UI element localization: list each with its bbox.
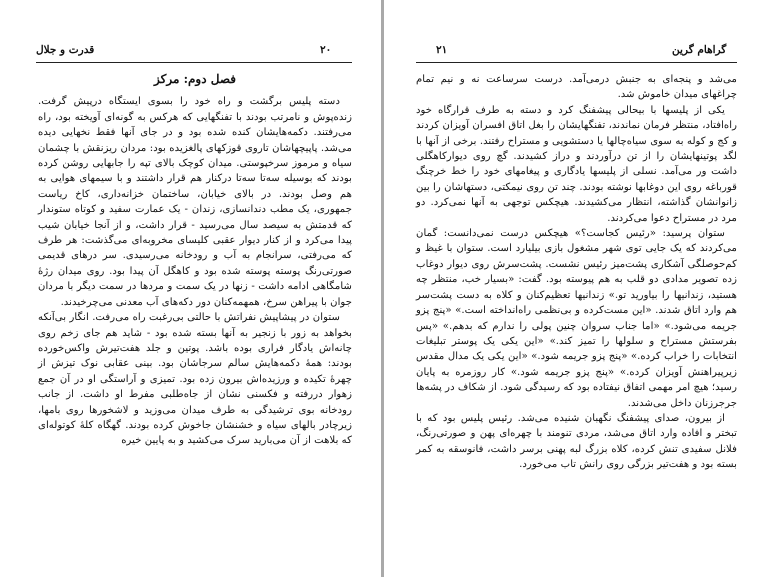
left-paragraph-1: دسته پلیس برگشت و راه خود را بسوی ایستگاه درپیش گرفت. زنده‌پوش و نامرتب بودند با تفنگهایی که هرکس به گونه‌ای آویخته بود، راه می‌رفتند. دکمه‌هایشان کنده شده بود و در جای آنها فقط نخهایی دیده می‌شد. پاپیچهاشان تاروی قوزکهای پالغزیده بود: مردان ریزنقش با چشمان سیاه و مرموز سرخپوستی. میدان کوچک بالای تپه را جابهایی روشن کرده بودند که بوسیله سه‌تا سه‌تا درکنار هم قرار داشتند و با سیمهای هوایی به هم وصل بودند. در بالای خیابان، ساختمان خزانه‌داری، کاخ ریاست جمهوری، یک مطب دندانسازی، زندان - یک عمارت سفید و کوتاه ستوندار که قدمتش به سیصد سال می‌رسید - قرار داشت، و از آنجا خیابان شیب پیدا می‌کرد و از کنار دیوار عقبی کلیسای مخروبه‌ای می‌گذشت: هر طرف که می‌رفتی، سرانجام به آب و رودخانه می‌رسیدی. سر درهای قدیمی صورتی‌رنگ پوسته پوسته شده بود و کاهگل آن پیدا بود. روی میدان رژهٔ شامگاهی ادامه داشت - زنها در یک سمت و مردها در سمت دیگر با مردان جوان با پیراهن سرخ، همهمه‌کنان دور دکه‌های آب معدنی می‌چرخیدند. bbox=[38, 96, 352, 308]
left-running-title: قدرت و جلال bbox=[36, 44, 95, 56]
chapter-title: فصل دوم: مرکز bbox=[154, 72, 236, 86]
right-running-title: گراهام گرین bbox=[672, 44, 727, 56]
right-paragraph-1: می‌شد و پنجه‌ای به جنبش درمی‌آمد. درست سرساعت نه و نیم تمام چراغهای میدان خاموش شد. bbox=[416, 74, 737, 101]
left-page-number: ۲۰ bbox=[320, 44, 332, 56]
right-header-rule bbox=[416, 62, 737, 63]
left-paragraph-2: ستوان در پیشاپیش نفراتش با حالتی بی‌رغبت راه می‌رفت. انگار بی‌آنکه بخواهد به زور با زنجیر به آنها بسته شده بود - شاید هم جای زخم روی چانه‌اش یادگار فراری بوده باشد. پوتین و جلد هفت‌تیرش واکس‌خورده بودند: همهٔ دکمه‌هایش سالم سرجاشان بود. بینی عقابی نوک تیزش از چهرهٔ تکیده و ورزیده‌اش بیرون زده بود. تمیزی و آراستگی او در آن جمع زهوار دررفته و فکسنی نشان از جاه‌طلبی مفرط او داشت. از جانب رودخانه بوی ترشیدگی به طرف میدان می‌وزید و لاشخورها روی بامها، زیرچادر بالهای سیاه و خشنشان جاخوش کرده بودند. گهگاه کلهٔ کوتوله‌ای که بلاهت از آن می‌بارید سرک می‌کشید و به پایین خیره bbox=[38, 312, 352, 447]
right-page-number: ۲۱ bbox=[436, 44, 448, 56]
right-paragraph-2: یکی از پلیسها با بیحالی پیشفنگ کرد و دسته به طرف قرارگاه خود راه‌افتاد، منتظر فرمان نماندند، تفنگهایشان را بغل اتاق افسران آویزان کردند و کج و کوله به سوی سیاه‌چالها یا دستشویی و مستراح رفتند. برخی از آنها با لگد پوتینهایشان را از تن درآوردند و دراز کشیدند. گچ روی دیوارکاهگلی داشت ور می‌آمد. نسلی از پلیسها یادگاری و پیغامهای خود را خط خرچنگ قورباغه روی این دوغابها نوشته بودند. چند تن روی نیمکتی، دستهاشان را بین زانوانشان گذاشته، انتظار می‌کشیدند. هیچکس توجهی به آنها نمی‌کرد. دو مرد در مستراح دعوا می‌کردند. bbox=[416, 104, 737, 224]
left-page-text bbox=[38, 72, 352, 449]
right-paragraph-4: از بیرون، صدای پیشفنگ نگهبان شنیده می‌شد. رئیس پلیس بود که با تبختر و افاده وارد اتاق می‌شد، مردی تنومند با چهره‌ای پهن و صورتی‌رنگ، فلانل سفیدی تنش کرده، کلاه بزرگ لبه پهنی برسر داشت، فانوسقه به کمر بسته بود و هفت‌تیر بزرگی روی رانش تاب می‌خورد. bbox=[416, 412, 737, 471]
right-paragraph-3: ستوان پرسید: «رئیس کجاست؟» هیچکس درست نمی‌دانست: گمان می‌کردند که یک جایی توی شهر مشغول بازی بیلیارد است. ستوان با غیظ و کم‌حوصلگی آشکاری پشت‌میز رئیس نشست. پشت‌سرش روی دیوار دوغاب زده تصویر مدادی دو قلب به هم پیوسته بود. گفت: «بسیار خب، منتظر چه هستید، زندانیها را بیاورید تو.» زندانیها تعظیم‌کنان و کلاه به دست پشت‌سر هم وارد اتاق شدند. «این مست‌کرده و بی‌نظمی راه‌انداخته است.» «پنج پزو جریمه می‌شود.» «اما جناب سروان چنین پولی را ندارم که بدهم.» «پس بفرستش مستراح و سلولها را تمیز کند.» «این یکی یک پوستر تبلیغات انتخابات را خراب کرده.» «پنج پزو جریمه شود.» «این یکی یک مدال مقدس زیرپیراهنش آویزان کرده.» «پنج پزو جریمه شود.» کار روزمره به پایان رسید؛ هیچ امر مهمی اتفاق نیفتاده بود که رسیدگی شود. از شکاف در پشه‌ها جرجرزنان داخل می‌شدند. bbox=[416, 228, 737, 409]
left-header-rule bbox=[36, 62, 352, 63]
right-page-text bbox=[416, 72, 737, 473]
